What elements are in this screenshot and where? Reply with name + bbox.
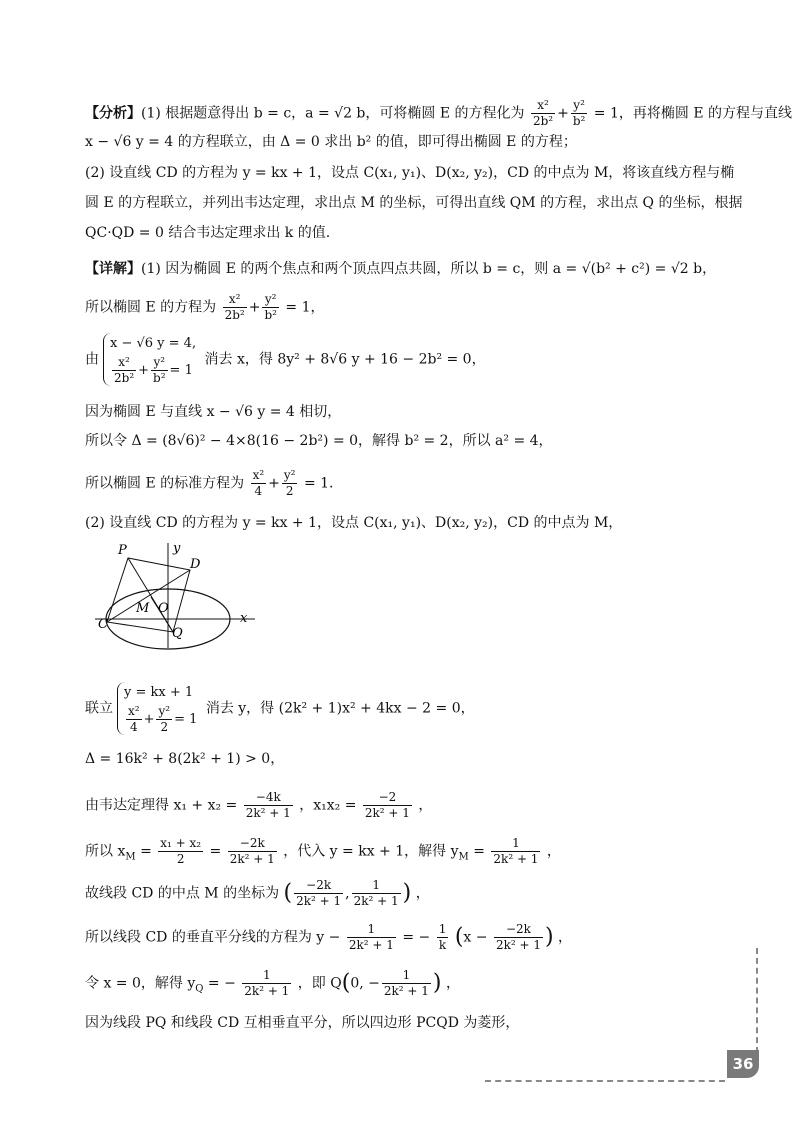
fraction: $\frac{1}{\text{2k² + 1}}$ xyxy=(383,968,429,998)
detail-line-7: (2) 设直线 CD 的方程为 y = kx + 1，设点 C(x₁, y₁)、D(x₂, y₂)，CD 的中点为 M， xyxy=(85,515,623,531)
fraction: $\frac{-2k}{\text{2k² + 1}}$ xyxy=(495,922,541,952)
fraction: $\frac{-2}{\text{2k² + 1}}$ xyxy=(364,790,410,820)
analysis-line-2: x − √6 y = 4 的方程联立，由 Δ = 0 求出 b² 的值，即可得出椭圆 E 的方程； xyxy=(85,134,577,150)
fraction: $\frac{\text{x₁ + x₂}}{2}$ xyxy=(160,836,202,866)
analysis-text-1b: = 1，再将椭圆 E 的方程与直线 xyxy=(593,105,793,122)
page-border-dashed-horizontal xyxy=(485,1080,725,1082)
detail-line-13: 所以线段 CD 的垂直平分线的方程为 y − $\frac{1}{\text{2k² + 1}}$ = − $\frac{1}{k}$ (x − $\frac{-2k}{\text{2k² + 1}}$ ) ， xyxy=(85,922,573,952)
detail-line-8: 联立 y = kx + 1 $\frac{\text{x²}}{4}$ + $\frac{\text{y²}}{2}$ = 1 消去 y，得 (2k² + 1)x² + 4kx − 2 = 0， xyxy=(85,682,475,735)
page-number: 36 xyxy=(727,1050,759,1078)
label-d: D xyxy=(190,557,201,572)
fraction: $\frac{\text{y²}}{2}$ xyxy=(283,468,296,498)
detail-line-9: Δ = 16k² + 8(2k² + 1) > 0， xyxy=(85,751,285,767)
quadrilateral-pcqd xyxy=(107,558,190,632)
fraction: $\frac{\text{y²}}{\text{b²}}$ xyxy=(572,98,586,128)
fraction: $\frac{-2k}{\text{2k² + 1}}$ xyxy=(229,836,275,866)
detail-line-3: 由 x − √6 y = 4, $\frac{\text{x²}}{\text{2b²}}$ + $\frac{\text{y²}}{\text{b²}}$ = 1 消去 x，得 8y² + 8√6 y + 16 − 2b² = 0， xyxy=(85,333,486,386)
label-c: C xyxy=(98,617,108,632)
label-o: O xyxy=(158,601,169,616)
analysis-label: 【分析】 xyxy=(85,105,141,122)
fraction: $\frac{\text{x²}}{\text{2b²}}$ xyxy=(224,292,245,322)
detail-line-11: 所以 $x_M$ = $\frac{\text{x₁ + x₂}}{2}$ = $\frac{-2k}{\text{2k² + 1}}$ ，代入 y = kx + 1，解得 $y_M$ = $\frac{1}{\text{2k² + 1}}$ ， xyxy=(85,836,561,866)
detail-line-12: 故线段 CD 的中点 M 的坐标为 ( $\frac{-2k}{\text{2k² + 1}}$ , $\frac{1}{\text{2k² + 1}}$ ) ， xyxy=(85,878,430,908)
equation-system: y = kx + 1 $\frac{\text{x²}}{4}$ + $\frac{\text{y²}}{2}$ = 1 xyxy=(117,682,197,735)
detail-line-10: 由韦达定理得 x₁ + x₂ = $\frac{-4k}{\text{2k² + 1}}$ ，x₁x₂ = $\frac{-2}{\text{2k² + 1}}$ ， xyxy=(85,790,433,820)
page-border-dashed-vertical xyxy=(756,948,758,1053)
detail-line-2: 所以椭圆 E 的方程为 $\frac{\text{x²}}{\text{2b²}}$ + $\frac{\text{y²}}{\text{b²}}$ = 1， xyxy=(85,292,325,322)
label-m: M xyxy=(136,601,150,616)
label-y: y xyxy=(173,541,181,556)
fraction: $\frac{1}{\text{2k² + 1}}$ xyxy=(244,968,290,998)
label-q: Q xyxy=(172,626,183,641)
fraction: $\frac{-4k}{\text{2k² + 1}}$ xyxy=(245,790,291,820)
analysis-line-1: 【分析】(1) 根据题意得出 b = c，a = √2 b，可将椭圆 E 的方程化为 $\frac{\text{x²}}{\text{2b²}}$ + $\frac{\text{y²}}{\text{b²}}$ = 1，再将椭圆 E 的方程与直线 xyxy=(85,98,793,128)
fraction: $\frac{\text{y²}}{\text{b²}}$ xyxy=(264,292,277,322)
label-x: x xyxy=(240,611,248,626)
fraction: $\frac{\text{x²}}{4}$ xyxy=(252,468,265,498)
detail-line-15: 因为线段 PQ 和线段 CD 互相垂直平分，所以四边形 PCQD 为菱形， xyxy=(85,1015,520,1031)
fraction: $\frac{\text{x²}}{\text{2b²}}$ xyxy=(532,98,554,128)
fraction: $\frac{1}{k}$ xyxy=(438,922,447,952)
detail-line-14: 令 x = 0，解得 $y_Q$ = − $\frac{1}{\text{2k² + 1}}$ ，即 Q(0, − $\frac{1}{\text{2k² + 1}}$ ) ， xyxy=(85,968,460,998)
fraction: $\frac{-2k}{\text{2k² + 1}}$ xyxy=(296,878,342,908)
fraction: $\frac{1}{\text{2k² + 1}}$ xyxy=(353,878,399,908)
equation-system: x − √6 y = 4, $\frac{\text{x²}}{\text{2b²}}$ + $\frac{\text{y²}}{\text{b²}}$ = 1 xyxy=(103,333,196,386)
detail-line-4: 因为椭圆 E 与直线 x − √6 y = 4 相切， xyxy=(85,404,342,420)
detail-line-6: 所以椭圆 E 的标准方程为 $\frac{\text{x²}}{4}$ + $\frac{\text{y²}}{2}$ = 1. xyxy=(85,468,334,498)
label-p: P xyxy=(118,543,127,558)
detail-line-5: 所以令 Δ = (8√6)² − 4×8(16 − 2b²) = 0，解得 b² = 2，所以 a² = 4， xyxy=(85,433,553,449)
fraction: $\frac{1}{\text{2k² + 1}}$ xyxy=(493,836,539,866)
fraction: $\frac{1}{\text{2k² + 1}}$ xyxy=(348,922,394,952)
analysis-paragraph-2: (2) 设直线 CD 的方程为 y = kx + 1，设点 C(x₁, y₁)、D(x₂, y₂)，CD 的中点为 M，将该直线方程与椭圆 E 的方程联立，并列出韦达定理，求出点 M 的坐标，可得出直线 QM 的方程，求出点 Q 的坐标，根据 QC·QD = 0 结合韦达定理求出 k 的值. xyxy=(85,165,743,241)
ellipse-figure xyxy=(90,540,260,650)
detail-label: 【详解】 xyxy=(85,261,141,277)
analysis-text-1a: (1) 根据题意得出 b = c，a = √2 b，可将椭圆 E 的方程化为 xyxy=(141,105,525,122)
detail-line-1: 【详解】(1) 因为椭圆 E 的两个焦点和两个顶点四点共圆，所以 b = c，则 a = √(b² + c²) = √2 b， xyxy=(85,261,717,277)
